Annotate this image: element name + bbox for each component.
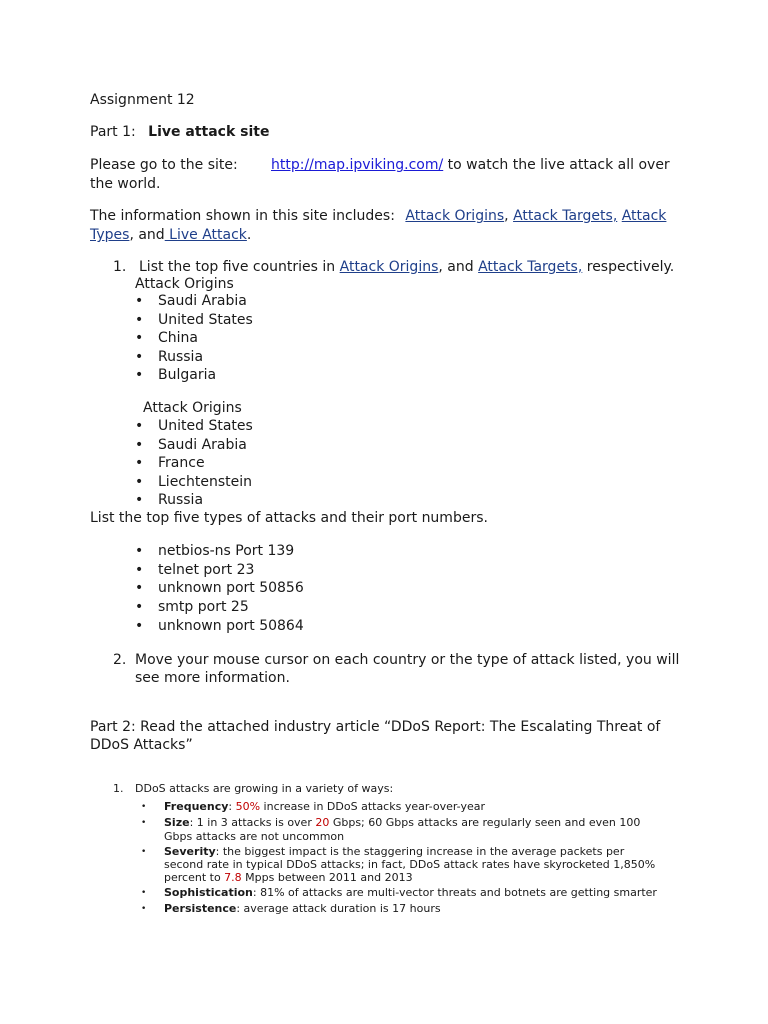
attack-origins-link[interactable]: Attack Origins [405,208,505,224]
size-line-2: Gbps attacks are not uncommon [164,830,345,843]
list2-title: Attack Origins [143,400,242,416]
list-item: unknown port 50856 [158,580,304,597]
visit-url-line [271,156,670,174]
bullet: • [135,580,144,597]
severity-line [164,845,624,859]
frequency-rest: increase in DDoS attacks year-over-year [260,800,485,813]
persistence-label: Persistence [164,902,237,915]
q1-attack-origins-link[interactable]: Attack Origins [339,259,439,275]
q2-line-1: Move your mouse cursor on each country or the type of attack listed, you will [135,652,680,668]
q1-middle: , and [438,259,474,275]
bullet: • [135,348,144,365]
bullet: • [135,473,144,490]
list-item: netbios-ns Port 139 [158,543,295,559]
sophistication-line [164,886,657,900]
info-line-2 [90,226,251,244]
info-line [90,207,666,225]
size-label: Size [164,816,190,829]
size-text-a: : 1 in 3 attacks is over [189,816,316,829]
part1-title: Live attack site [148,124,270,140]
bullet: • [135,436,144,453]
bullet: • [141,888,147,898]
q1-attack-targets-link[interactable]: Attack Targets, [478,259,583,275]
bullet: • [135,599,144,616]
frequency-label: Frequency [164,800,229,813]
severity-line-2: second rate in typical DDoS attacks; in fact, DDoS attack rates have skyrocketed 1,850% [164,858,656,871]
part1-label: Part 1: [90,124,136,140]
severity-label: Severity [164,845,216,858]
info-prefix: The information shown in this site includes: [90,208,395,224]
size-line [164,816,640,830]
bullet: • [141,818,147,828]
list-item: telnet port 23 [158,561,255,578]
sophistication-label: Sophistication [164,886,253,899]
bullet: • [135,492,144,508]
sophistication-rest: : 81% of attacks are multi-vector threats and botnets are getting smarter [252,886,657,899]
bullet: • [135,418,144,434]
severity-line-3 [164,871,413,885]
bullet: • [135,543,144,559]
severity-text-a: : the biggest impact is the staggering increase in the average packets per [215,845,625,858]
persistence-rest: : average attack duration is 17 hours [236,902,441,915]
types-heading: List the top five types of attacks and their port numbers. [90,510,488,526]
part2-line-2: DDoS Attacks” [90,737,193,753]
severity-line3-a: percent to [164,871,225,884]
q2-line-2: see more information. [135,670,290,686]
list-item: Russia [158,348,204,365]
frequency-line [164,800,485,814]
q1-text [139,258,674,276]
bullet: • [135,367,144,383]
list-item: unknown port 50864 [158,617,304,634]
bullet: • [141,847,147,857]
part2-line-1: Part 2: Read the attached industry article “DDoS Report: The Escalating Threat of [90,719,661,735]
q1-prefix: List the top five countries in [139,259,336,275]
bullet: • [135,311,144,328]
list-item: Liechtenstein [158,473,253,490]
list1-title: Attack Origins [135,276,234,292]
attack-types-link-part-a[interactable]: Attack [621,208,667,224]
list-item: Saudi Arabia [158,436,247,453]
visit-prefix: Please go to the site: [90,157,238,173]
bullet: • [141,904,147,914]
list-item: Bulgaria [158,367,217,383]
severity-line3-b: Mpps between 2011 and 2013 [241,871,413,884]
frequency-value: 50% [235,800,261,813]
list-item: United States [158,418,253,434]
q2-number: 2. [113,652,127,668]
list-item: France [158,455,205,471]
bullet: • [135,617,144,634]
and-word: , and [129,227,165,243]
list-item: smtp port 25 [158,599,249,616]
visit-line [90,156,238,174]
frequency-sep: : [228,800,236,813]
size-text-b: Gbps; 60 Gbps attacks are regularly seen and even 100 [329,816,641,829]
list-item: China [158,330,198,346]
part2-item-number: 1. [113,782,124,795]
size-value: 20 [315,816,330,829]
part2-item-text: DDoS attacks are growing in a variety of ways: [135,782,394,795]
persistence-line [164,902,441,916]
bullet: • [135,330,144,346]
severity-value: 7.8 [224,871,242,884]
bullet: • [135,455,144,471]
part1-heading [90,123,269,141]
live-attack-link[interactable]: Live Attack [164,227,247,243]
visit-suffix: to watch the live attack all over [447,157,670,173]
period: . [246,227,252,243]
comma: , [504,208,509,224]
site-url-link[interactable]: http://map.ipviking.com/ [271,157,444,173]
assignment-heading: Assignment 12 [90,92,195,108]
visit-line-2: the world. [90,176,161,192]
attack-types-link-part-b[interactable]: Types [90,227,130,243]
list-item: United States [158,311,253,328]
bullet: • [141,802,147,812]
list-item: Saudi Arabia [158,293,247,309]
q1-number: 1. [113,259,127,275]
q1-suffix: respectively. [586,259,675,275]
bullet: • [135,561,144,578]
bullet: • [135,293,144,309]
attack-targets-link[interactable]: Attack Targets, [513,208,618,224]
list-item: Russia [158,492,204,508]
